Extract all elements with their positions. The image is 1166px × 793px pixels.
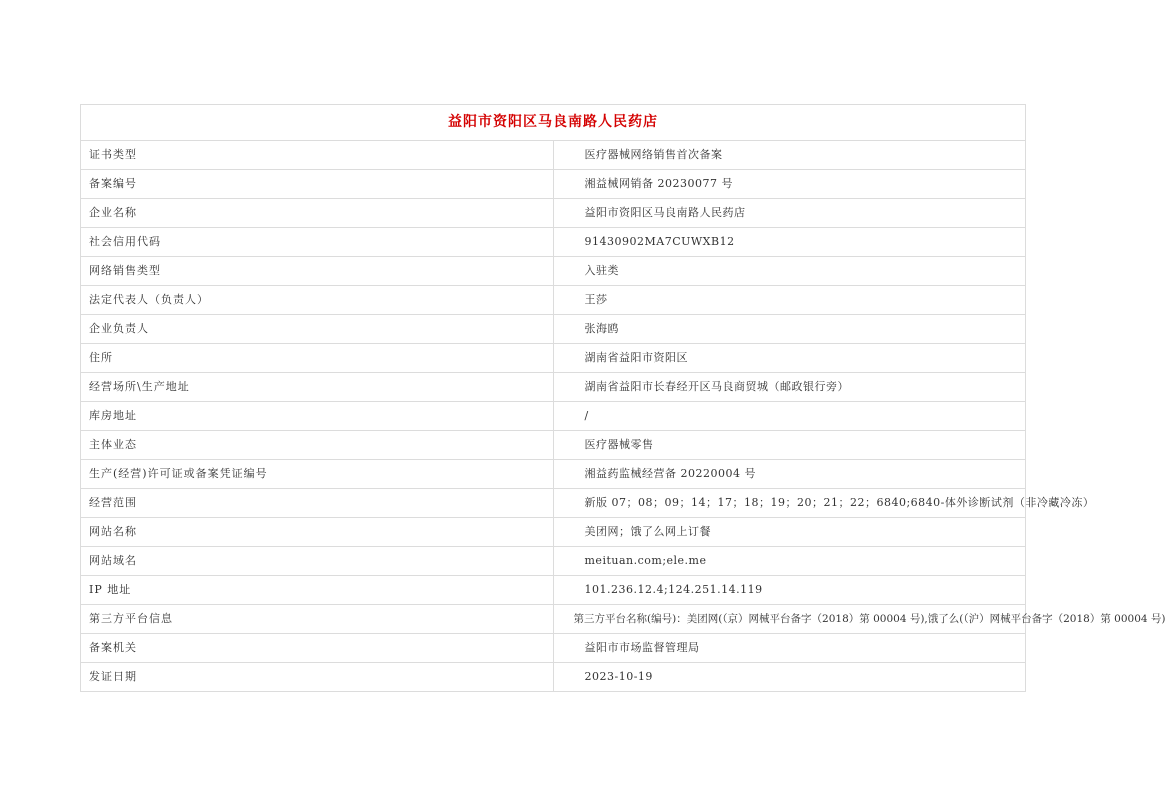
row-value: 101.236.12.4;124.251.14.119 [553, 576, 1026, 605]
row-label: 库房地址 [81, 402, 554, 431]
row-value: 第三方平台名称(编号)：美团网(（京）网械平台备字（2018）第 00004 号),饿了么(（沪）网械平台备字（2018）第 00004 号) [553, 605, 1026, 634]
row-value: 益阳市市场监督管理局 [553, 634, 1026, 663]
row-value: 王莎 [553, 286, 1026, 315]
row-value: 美团网；饿了么网上订餐 [553, 518, 1026, 547]
row-label: 生产(经营)许可证或备案凭证编号 [81, 460, 554, 489]
row-value: 入驻类 [553, 257, 1026, 286]
row-label: 第三方平台信息 [81, 605, 554, 634]
row-value: 湘益械网销备 20230077 号 [553, 170, 1026, 199]
table-row [81, 518, 1026, 547]
row-label: 网站域名 [81, 547, 554, 576]
table-row [81, 286, 1026, 315]
row-label: 发证日期 [81, 663, 554, 692]
table-row [81, 141, 1026, 170]
row-value: 医疗器械零售 [553, 431, 1026, 460]
row-value: 张海鸥 [553, 315, 1026, 344]
row-value: 湖南省益阳市长春经开区马良商贸城（邮政银行旁） [553, 373, 1026, 402]
document-title: 益阳市资阳区马良南路人民药店 [81, 105, 1026, 141]
table-row [81, 402, 1026, 431]
table-row [81, 431, 1026, 460]
table-row [81, 373, 1026, 402]
table-row [81, 257, 1026, 286]
row-label: 经营场所\生产地址 [81, 373, 554, 402]
row-value: 医疗器械网络销售首次备案 [553, 141, 1026, 170]
row-label: 企业名称 [81, 199, 554, 228]
row-label: 法定代表人（负责人） [81, 286, 554, 315]
row-label: 经营范围 [81, 489, 554, 518]
table-row [81, 228, 1026, 257]
row-label: 主体业态 [81, 431, 554, 460]
row-value: meituan.com;ele.me [553, 547, 1026, 576]
table-row [81, 663, 1026, 692]
row-value: 新版 07；08；09；14；17；18；19；20；21；22；6840;6840-体外诊断试剂（非冷藏冷冻） [553, 489, 1026, 518]
row-value: / [553, 402, 1026, 431]
title-row [81, 105, 1026, 141]
table-row [81, 199, 1026, 228]
row-label: 证书类型 [81, 141, 554, 170]
table-row [81, 489, 1026, 518]
row-label: 网站名称 [81, 518, 554, 547]
table-row [81, 344, 1026, 373]
row-label: 备案编号 [81, 170, 554, 199]
row-value: 91430902MA7CUWXB12 [553, 228, 1026, 257]
table-row [81, 634, 1026, 663]
table-row [81, 576, 1026, 605]
row-label: 网络销售类型 [81, 257, 554, 286]
row-value: 2023-10-19 [553, 663, 1026, 692]
row-label: 社会信用代码 [81, 228, 554, 257]
row-label: 企业负责人 [81, 315, 554, 344]
row-label: IP 地址 [81, 576, 554, 605]
table-row [81, 315, 1026, 344]
table-row [81, 547, 1026, 576]
table-row [81, 170, 1026, 199]
row-value: 湘益药监械经营备 20220004 号 [553, 460, 1026, 489]
row-value: 湖南省益阳市资阳区 [553, 344, 1026, 373]
row-value: 益阳市资阳区马良南路人民药店 [553, 199, 1026, 228]
table-row [81, 460, 1026, 489]
filing-record-table [80, 104, 1166, 692]
row-label: 住所 [81, 344, 554, 373]
row-label: 备案机关 [81, 634, 554, 663]
table-row [81, 605, 1026, 634]
